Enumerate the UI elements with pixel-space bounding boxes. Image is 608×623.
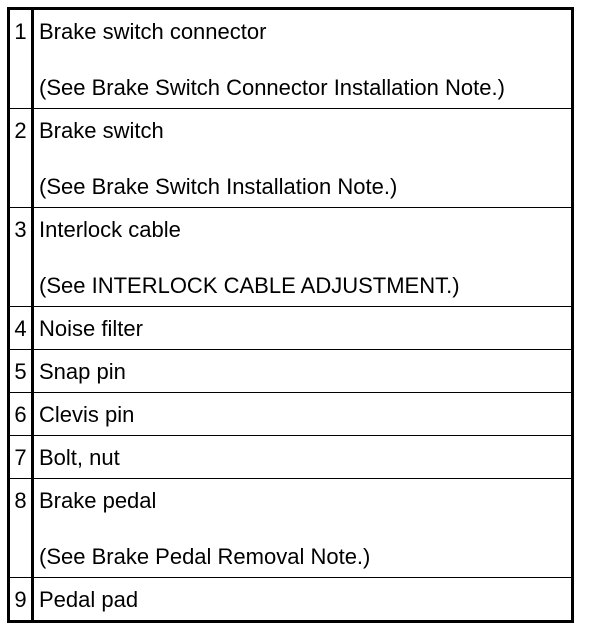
table-row [9,109,573,208]
part-description [33,208,573,307]
part-name: Brake switch connector [39,19,267,44]
part-note: (See Brake Switch Connector Installation Note.) [39,75,505,100]
table-row [9,208,573,307]
parts-table-body [9,9,573,622]
part-name: Brake pedal [39,488,157,513]
part-description [33,479,573,578]
part-number: 7 [9,436,33,479]
part-description [33,436,573,479]
part-name: Interlock cable [39,217,181,242]
part-number: 3 [9,208,33,307]
table-row [9,479,573,578]
part-name: Snap pin [39,359,126,384]
table-row [9,307,573,350]
part-description [33,9,573,109]
part-note: (See Brake Pedal Removal Note.) [39,544,371,569]
parts-table [7,7,574,623]
part-name: Bolt, nut [39,445,120,470]
part-note: (See Brake Switch Installation Note.) [39,174,398,199]
part-number: 9 [9,578,33,622]
table-row [9,350,573,393]
part-description [33,350,573,393]
part-description [33,307,573,350]
table-row [9,9,573,109]
table-row [9,578,573,622]
part-number: 8 [9,479,33,578]
part-number: 2 [9,109,33,208]
part-name: Pedal pad [39,587,139,612]
table-row [9,393,573,436]
part-description [33,393,573,436]
part-description [33,578,573,622]
part-number: 5 [9,350,33,393]
part-description [33,109,573,208]
table-row [9,436,573,479]
part-name: Noise filter [39,316,143,341]
part-name: Brake switch [39,118,164,143]
part-number: 6 [9,393,33,436]
part-number: 1 [9,9,33,109]
part-number: 4 [9,307,33,350]
part-note: (See INTERLOCK CABLE ADJUSTMENT.) [39,273,460,298]
part-name: Clevis pin [39,402,135,427]
